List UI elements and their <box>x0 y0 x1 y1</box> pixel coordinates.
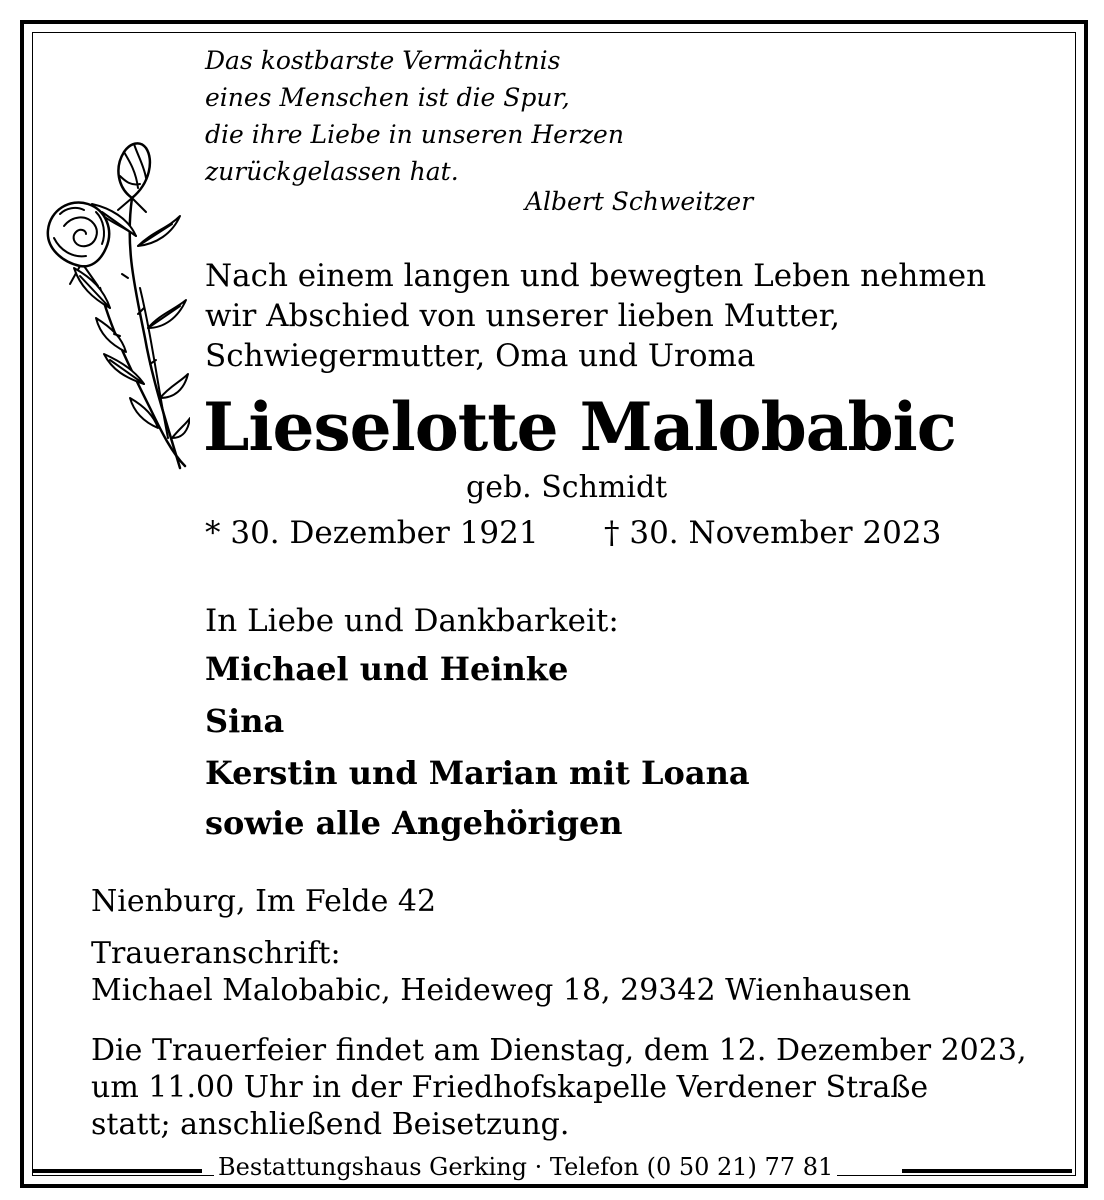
mourner-name: Michael und Heinke <box>205 650 569 688</box>
mourner-name: Sina <box>205 702 285 740</box>
quote-line: eines Menschen ist die Spur, <box>205 83 570 112</box>
mourning-address-label: Traueranschrift: <box>91 936 341 971</box>
residence-address: Nienburg, Im Felde 42 <box>91 884 437 919</box>
rose-icon <box>40 138 190 473</box>
quote-line: zurückgelassen hat. <box>205 157 459 186</box>
maiden-name: geb. Schmidt <box>466 470 668 505</box>
death-date: † 30. November 2023 <box>604 515 942 551</box>
ceremony-line: Die Trauerfeier findet am Dienstag, dem 12. Dezember 2023, <box>91 1033 1027 1068</box>
birth-date: * 30. Dezember 1921 <box>205 515 539 551</box>
ceremony-line: statt; anschließend Beisetzung. <box>91 1107 570 1142</box>
deceased-name: Lieselotte Malobabic <box>203 388 956 466</box>
quote-line: Das kostbarste Vermächtnis <box>205 46 561 75</box>
footer-rule-left <box>32 1169 202 1173</box>
ceremony-line: um 11.00 Uhr in der Friedhofskapelle Verdener Straße <box>91 1070 929 1105</box>
mourner-name: sowie alle Angehörigen <box>205 804 623 842</box>
intro-line: Schwiegermutter, Oma und Uroma <box>205 338 756 374</box>
mourning-address: Michael Malobabic, Heideweg 18, 29342 Wienhausen <box>91 973 912 1008</box>
footer-rule-right <box>902 1169 1072 1173</box>
mourners-intro: In Liebe und Dankbarkeit: <box>205 603 619 639</box>
quote-line: die ihre Liebe in unseren Herzen <box>205 120 624 149</box>
funeral-home-footer: Bestattungshaus Gerking · Telefon (0 50 21) 77 81 <box>214 1153 837 1181</box>
quote-author: Albert Schweitzer <box>525 187 754 216</box>
mourner-name: Kerstin und Marian mit Loana <box>205 754 750 792</box>
intro-line: Nach einem langen und bewegten Leben nehmen <box>205 258 987 294</box>
intro-line: wir Abschied von unserer lieben Mutter, <box>205 298 840 334</box>
